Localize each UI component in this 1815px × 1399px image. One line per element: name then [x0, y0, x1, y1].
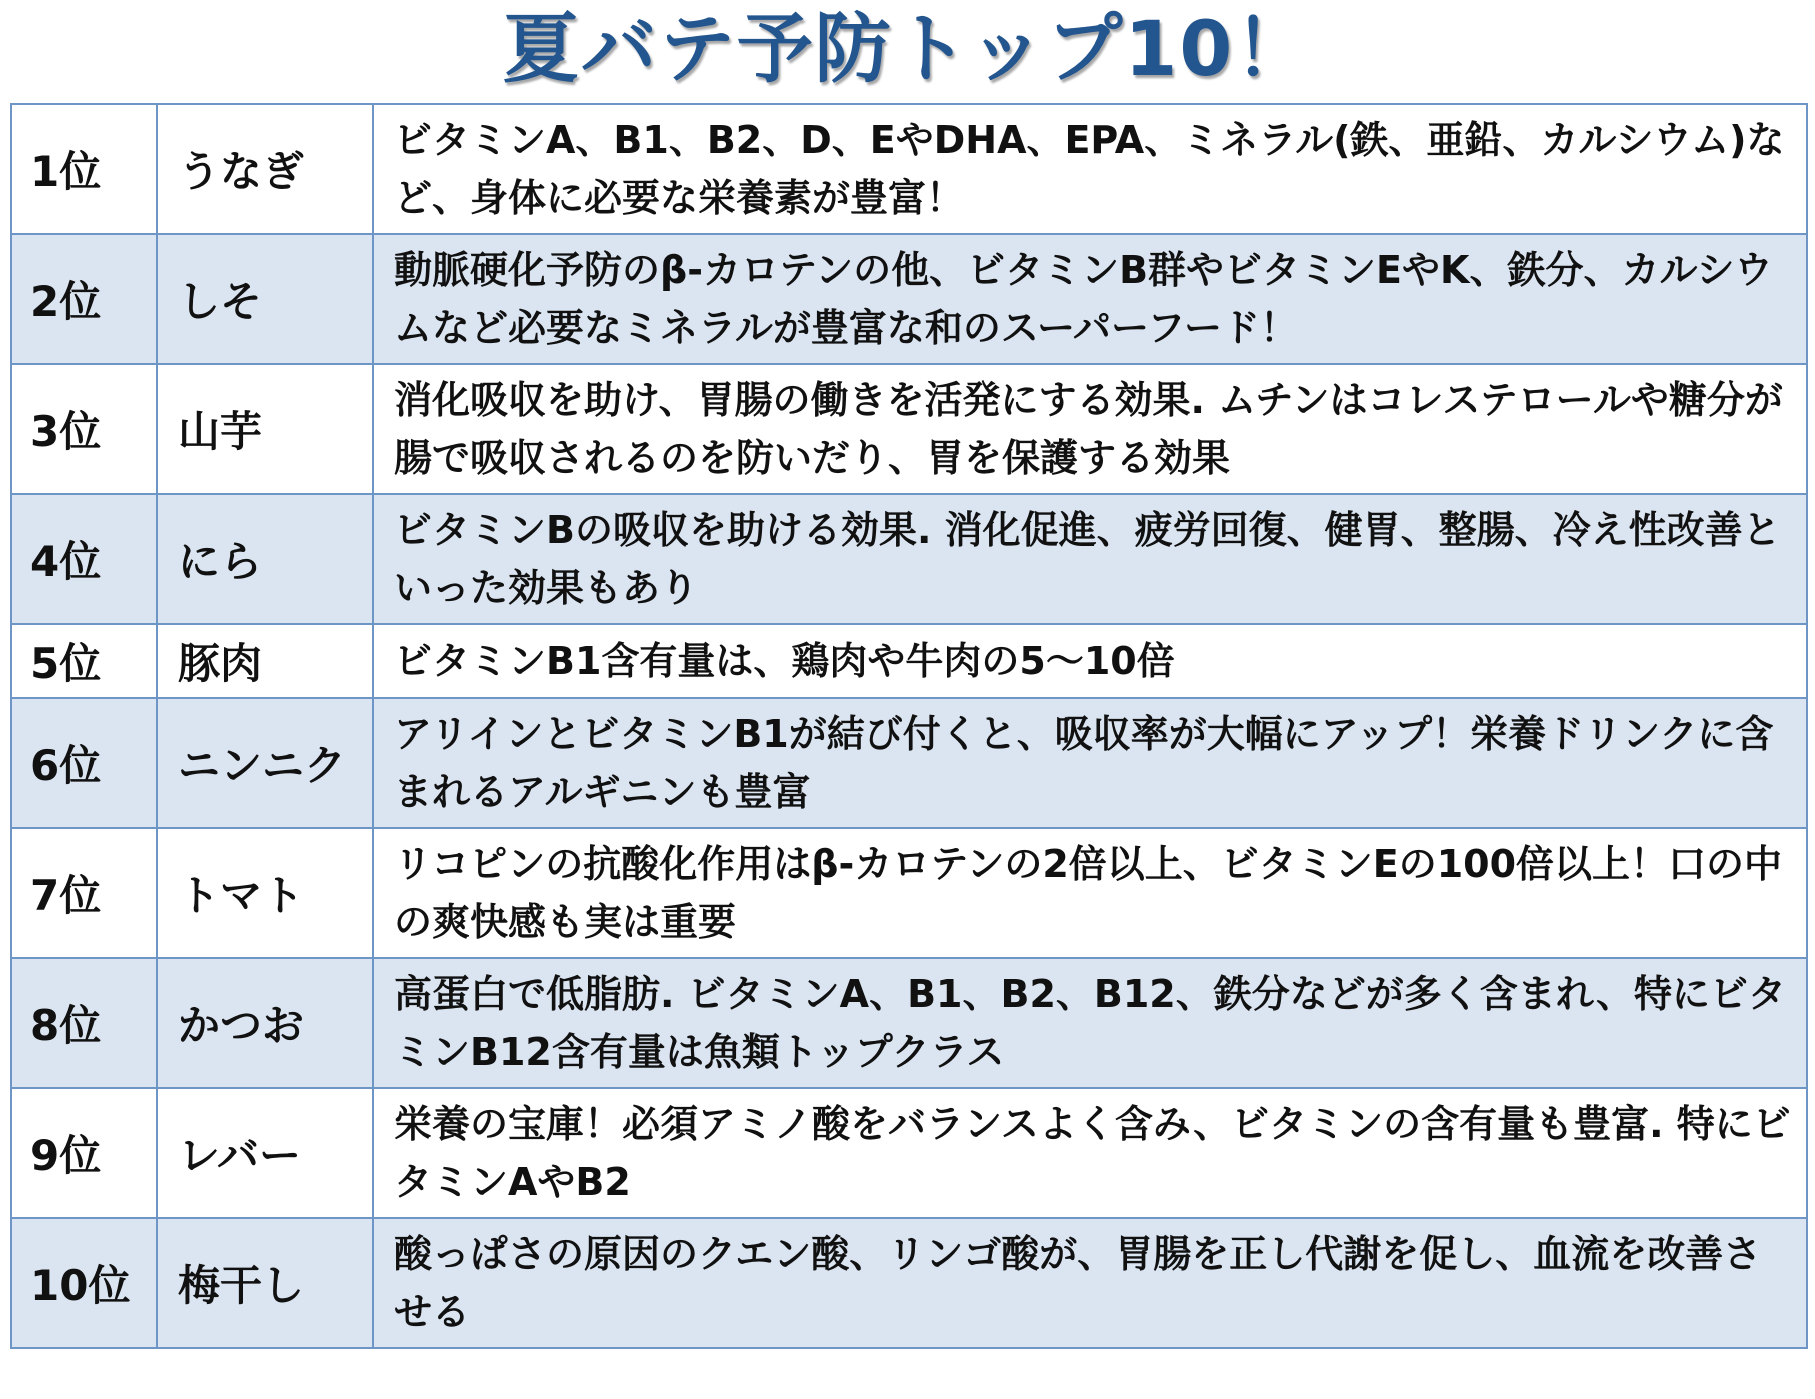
page-title: 夏バテ予防トップ10！: [502, 4, 1313, 93]
rank-cell: 1位: [11, 104, 157, 234]
rank-cell: 3位: [11, 364, 157, 494]
description-cell: 動脈硬化予防のβ-カロテンの他、ビタミンB群やビタミンEやK、鉄分、カルシウムなど必要なミネラルが豊富な和のスーパーフード！: [373, 234, 1807, 364]
table-row: [11, 364, 1807, 494]
food-cell: 山芋: [157, 364, 373, 494]
rank-cell: 5位: [11, 624, 157, 698]
table-row: [11, 104, 1807, 234]
food-cell: うなぎ: [157, 104, 373, 234]
rank-cell: 7位: [11, 828, 157, 958]
description-cell: 消化吸収を助け、胃腸の働きを活発にする効果. ムチンはコレステロールや糖分が腸で吸収されるのを防いだり、胃を保護する効果: [373, 364, 1807, 494]
rank-cell: 9位: [11, 1088, 157, 1218]
rank-cell: 2位: [11, 234, 157, 364]
description-cell: アリインとビタミンB1が結び付くと、吸収率が大幅にアップ！栄養ドリンクに含まれるアルギニンも豊富: [373, 698, 1807, 828]
table-row: [11, 624, 1807, 698]
food-cell: レバー: [157, 1088, 373, 1218]
food-cell: にら: [157, 494, 373, 624]
rank-cell: 4位: [11, 494, 157, 624]
description-cell: ビタミンBの吸収を助ける効果. 消化促進、疲労回復、健胃、整腸、冷え性改善といった効果もあり: [373, 494, 1807, 624]
food-cell: 豚肉: [157, 624, 373, 698]
food-cell: かつお: [157, 958, 373, 1088]
rank-cell: 10位: [11, 1218, 157, 1348]
table-row: [11, 234, 1807, 364]
food-cell: トマト: [157, 828, 373, 958]
ranking-table: [10, 103, 1808, 1349]
food-cell: 梅干し: [157, 1218, 373, 1348]
rank-cell: 6位: [11, 698, 157, 828]
description-cell: ビタミンA、B1、B2、D、EやDHA、EPA、ミネラル(鉄、亜鉛、カルシウム)など、身体に必要な栄養素が豊富！: [373, 104, 1807, 234]
table-row: [11, 494, 1807, 624]
rank-cell: 8位: [11, 958, 157, 1088]
description-cell: ビタミンB1含有量は、鶏肉や牛肉の5～10倍: [373, 624, 1807, 698]
description-cell: 高蛋白で低脂肪. ビタミンA、B1、B2、B12、鉄分などが多く含まれ、特にビタミンB12含有量は魚類トップクラス: [373, 958, 1807, 1088]
description-cell: リコピンの抗酸化作用はβ-カロテンの2倍以上、ビタミンEの100倍以上！口の中の爽快感も実は重要: [373, 828, 1807, 958]
table-row: [11, 958, 1807, 1088]
table-row: [11, 1218, 1807, 1348]
table-row: [11, 698, 1807, 828]
description-cell: 酸っぱさの原因のクエン酸、リンゴ酸が、胃腸を正し代謝を促し、血流を改善させる: [373, 1218, 1807, 1348]
food-cell: ニンニク: [157, 698, 373, 828]
table-row: [11, 1088, 1807, 1218]
table-row: [11, 828, 1807, 958]
food-cell: しそ: [157, 234, 373, 364]
description-cell: 栄養の宝庫！必須アミノ酸をバランスよく含み、ビタミンの含有量も豊富. 特にビタミンAやB2: [373, 1088, 1807, 1218]
